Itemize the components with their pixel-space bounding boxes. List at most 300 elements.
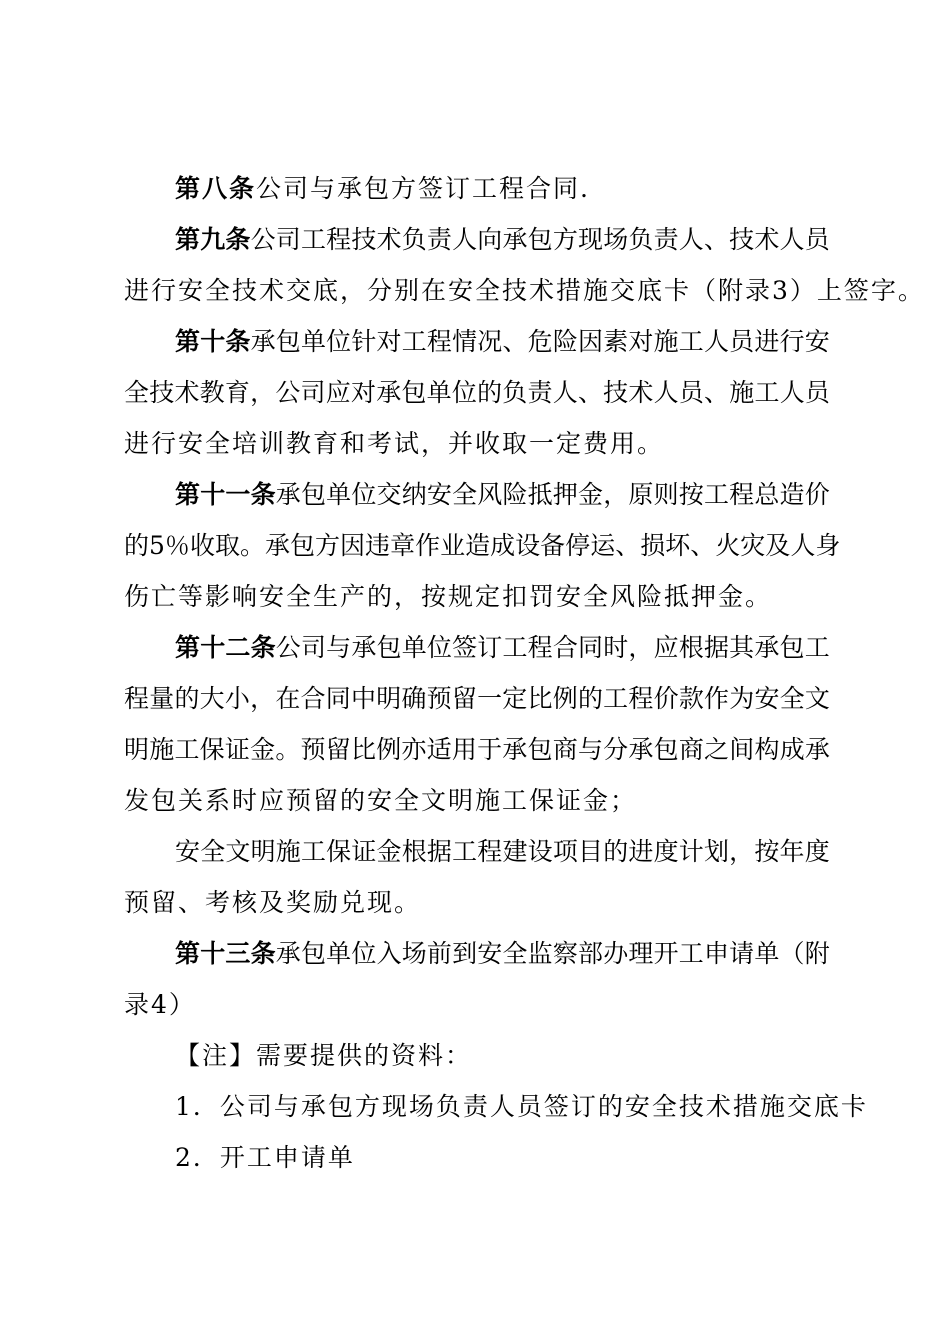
text-char: 司 — [275, 225, 301, 254]
text-char: 收 — [189, 531, 215, 560]
text-char: 程 — [426, 327, 452, 356]
text-char: 针 — [351, 327, 377, 356]
text-char: 承 — [502, 225, 528, 254]
text-line — [124, 1039, 830, 1072]
text-char: 坏 — [665, 531, 691, 560]
text-char: 向 — [477, 225, 503, 254]
article-heading-char: 一 — [225, 480, 251, 509]
text-char: 度 — [804, 837, 830, 866]
text-char: 违 — [365, 531, 391, 560]
text-line — [124, 325, 830, 358]
text-line — [124, 631, 830, 664]
text-char: 、 — [502, 327, 528, 356]
text-line — [124, 274, 925, 307]
text-char: 负 — [502, 378, 528, 407]
text-char: 工 — [804, 633, 830, 662]
text-char: 包 — [275, 327, 301, 356]
text-char: 员 — [804, 225, 830, 254]
article-heading-char: 十 — [200, 939, 226, 968]
text-char: 人 — [779, 378, 805, 407]
text-char: 目 — [578, 837, 604, 866]
article-heading-char: 条 — [225, 225, 251, 254]
text-char: 单 — [401, 633, 427, 662]
text-line — [124, 1141, 830, 1174]
text-char: 附 — [804, 939, 830, 968]
text-char: 年 — [779, 837, 805, 866]
text-char: 总 — [754, 480, 780, 509]
text-char: 因 — [578, 327, 604, 356]
text-char: 文 — [225, 837, 251, 866]
text-char: 于 — [477, 735, 503, 764]
text-char: 承 — [264, 531, 290, 560]
text-char: 。 — [239, 531, 265, 560]
text-char: 人 — [790, 531, 816, 560]
text-char: 交 — [376, 480, 402, 509]
text-line — [124, 580, 830, 613]
text-char: 例 — [376, 735, 402, 764]
text-char: 方 — [315, 531, 341, 560]
text-char: 技 — [351, 225, 377, 254]
text-char: 包 — [527, 735, 553, 764]
text-char: 价 — [804, 480, 830, 509]
text-char: 工 — [300, 225, 326, 254]
text-line — [124, 835, 830, 868]
text-char: 办 — [603, 939, 629, 968]
text-char: 应 — [653, 633, 679, 662]
text-char: 、 — [577, 378, 603, 407]
line-text: 进行安全技术交底，分别在安全技术措施交底卡（附录3）上签字。 — [124, 276, 925, 305]
article-heading-char: 条 — [225, 327, 251, 356]
text-char: 金 — [250, 735, 276, 764]
text-char: 同 — [578, 633, 604, 662]
text-char: 证 — [224, 735, 250, 764]
text-char: 运 — [590, 531, 616, 560]
text-char: 适 — [426, 735, 452, 764]
text-char: 订 — [477, 633, 503, 662]
text-char: 安 — [426, 480, 452, 509]
text-char: 、 — [690, 531, 716, 560]
text-char: 与 — [577, 735, 603, 764]
text-char: 据 — [426, 837, 452, 866]
text-char: 术 — [174, 378, 200, 407]
text-char: 损 — [640, 531, 666, 560]
text-char: 位 — [351, 939, 377, 968]
text-char: 分 — [603, 735, 629, 764]
text-char: 司 — [300, 633, 326, 662]
text-char: 前 — [426, 939, 452, 968]
text-char: 灾 — [740, 531, 766, 560]
text-char: 保 — [326, 837, 352, 866]
text-char: 责 — [527, 378, 553, 407]
text-char: 据 — [703, 633, 729, 662]
text-char: 金 — [578, 480, 604, 509]
line-text: 发包关系时应预留的安全文明施工保证金； — [124, 786, 638, 815]
text-char: 合 — [300, 684, 326, 713]
text-line — [124, 223, 830, 256]
text-line — [124, 988, 830, 1021]
text-line — [124, 682, 830, 715]
text-char: 则 — [653, 480, 679, 509]
article-heading-char: 二 — [225, 633, 251, 662]
text-char: 的 — [124, 531, 150, 560]
text-char: 程 — [729, 480, 755, 509]
article-heading: 第八条 — [175, 174, 257, 203]
text-char: 业 — [440, 531, 466, 560]
text-char: 时 — [603, 633, 629, 662]
text-char: 工 — [300, 837, 326, 866]
text-char: 同 — [325, 684, 351, 713]
text-char: 全 — [200, 837, 226, 866]
text-char: 留 — [325, 735, 351, 764]
text-line — [124, 427, 830, 460]
text-char: 育 — [224, 378, 250, 407]
text-char: 及 — [765, 531, 791, 560]
text-char: 场 — [401, 939, 427, 968]
text-char: 现 — [578, 225, 604, 254]
text-char: 量 — [149, 684, 175, 713]
article-heading-char: 三 — [225, 939, 251, 968]
text-char: 与 — [326, 633, 352, 662]
text-char: ， — [603, 480, 629, 509]
text-char: 承 — [628, 735, 654, 764]
text-char: 。 — [275, 735, 301, 764]
text-line — [124, 376, 830, 409]
article-heading-char: 十 — [200, 480, 226, 509]
text-char: ， — [729, 837, 755, 866]
text-char: （ — [779, 939, 805, 968]
text-char: 身 — [815, 531, 841, 560]
text-char: 合 — [552, 633, 578, 662]
line-text: 预留、考核及奖励兑现。 — [124, 888, 422, 917]
text-char: 全 — [779, 684, 805, 713]
text-char: 安 — [175, 837, 201, 866]
text-char: 的 — [174, 684, 200, 713]
text-char: 对 — [350, 378, 376, 407]
text-char: 人 — [678, 225, 704, 254]
text-char: 承 — [502, 735, 528, 764]
line-text: 公司与承包方签订工程合同. — [256, 174, 590, 203]
text-char: 为 — [729, 684, 755, 713]
text-char: 全 — [124, 378, 150, 407]
text-char: 责 — [426, 225, 452, 254]
text-char: 工 — [401, 327, 427, 356]
text-char: 工 — [703, 480, 729, 509]
text-char: 构 — [754, 735, 780, 764]
text-char: 比 — [350, 735, 376, 764]
text-char: 抵 — [527, 480, 553, 509]
text-char: 程 — [527, 633, 553, 662]
text-char: 监 — [527, 939, 553, 968]
text-char: 预 — [426, 684, 452, 713]
text-char: 大 — [199, 684, 225, 713]
text-char: 作 — [704, 684, 730, 713]
text-char: 明 — [376, 684, 402, 713]
text-line — [124, 1090, 868, 1123]
text-char: 到 — [452, 939, 478, 968]
text-char: 司 — [300, 378, 326, 407]
text-char: 之 — [704, 735, 730, 764]
text-char: 进 — [628, 837, 654, 866]
line-text: 伤亡等影响安全生产的，按规定扣罚安全风险抵押金。 — [124, 582, 773, 611]
text-char: 根 — [401, 837, 427, 866]
text-char: 开 — [653, 939, 679, 968]
text-char: 包 — [653, 735, 679, 764]
text-char: 安 — [754, 684, 780, 713]
text-char: 技 — [729, 225, 755, 254]
text-char: 位 — [326, 327, 352, 356]
text-char: 人 — [653, 378, 679, 407]
text-char: 察 — [552, 939, 578, 968]
text-char: 成 — [490, 531, 516, 560]
text-char: 员 — [729, 327, 755, 356]
text-char: 造 — [779, 480, 805, 509]
text-char: 术 — [754, 225, 780, 254]
article-heading-char: 九 — [200, 225, 226, 254]
text-char: ， — [250, 378, 276, 407]
text-char: 对 — [376, 327, 402, 356]
text-char: 保 — [199, 735, 225, 764]
text-char: 比 — [527, 684, 553, 713]
text-char: 计 — [678, 837, 704, 866]
text-char: 中 — [350, 684, 376, 713]
text-char: 包 — [401, 378, 427, 407]
article-heading-char: 第 — [175, 939, 201, 968]
text-line — [124, 172, 830, 205]
text-char: 安 — [804, 327, 830, 356]
text-char: 工 — [678, 327, 704, 356]
text-char: 原 — [628, 480, 654, 509]
text-char: 负 — [401, 225, 427, 254]
text-char: 火 — [715, 531, 741, 560]
text-char: 危 — [527, 327, 553, 356]
text-char: 施 — [275, 837, 301, 866]
text-char: 承 — [376, 378, 402, 407]
text-char: 教 — [199, 378, 225, 407]
text-char: 、 — [704, 378, 730, 407]
text-char: 的 — [603, 837, 629, 866]
text-char: 包 — [300, 939, 326, 968]
text-char: 按 — [754, 837, 780, 866]
text-char: 用 — [451, 735, 477, 764]
text-char: 程 — [326, 225, 352, 254]
text-char: 停 — [565, 531, 591, 560]
line-text: 进行安全培训教育和考试，并收取一定费用。 — [124, 429, 665, 458]
text-char: 素 — [603, 327, 629, 356]
text-char: 程 — [477, 837, 503, 866]
text-char: 况 — [477, 327, 503, 356]
text-char: 公 — [250, 225, 276, 254]
article-heading-char: 十 — [200, 327, 226, 356]
text-char: 施 — [653, 327, 679, 356]
text-char: 商 — [552, 735, 578, 764]
text-char: 请 — [729, 939, 755, 968]
text-char: 按 — [678, 480, 704, 509]
text-char: 亦 — [401, 735, 427, 764]
text-char: 承 — [754, 633, 780, 662]
text-char: 全 — [502, 939, 528, 968]
text-char: 其 — [729, 633, 755, 662]
text-char: 纳 — [401, 480, 427, 509]
text-char: 价 — [653, 684, 679, 713]
text-char: 单 — [326, 480, 352, 509]
article-heading-char: 十 — [200, 633, 226, 662]
text-line — [124, 733, 830, 766]
text-char: 的 — [477, 378, 503, 407]
text-char: 单 — [326, 939, 352, 968]
article-heading-char: 第 — [175, 327, 201, 356]
text-char: 工 — [174, 735, 200, 764]
article-heading-char: 第 — [175, 633, 201, 662]
text-char: 商 — [678, 735, 704, 764]
text-char: ， — [250, 684, 276, 713]
text-char: 作 — [415, 531, 441, 560]
text-char: 技 — [603, 378, 629, 407]
text-char: 工 — [678, 939, 704, 968]
text-char: 、 — [703, 225, 729, 254]
text-char: 公 — [275, 633, 301, 662]
text-line — [124, 784, 830, 817]
text-char: 的 — [577, 684, 603, 713]
text-char: 施 — [729, 378, 755, 407]
text-char: 申 — [703, 939, 729, 968]
text-char: 理 — [628, 939, 654, 968]
text-char: 度 — [653, 837, 679, 866]
line-text: 2．开工申请单 — [175, 1143, 355, 1172]
text-char: 工 — [603, 684, 629, 713]
text-char: 负 — [628, 225, 654, 254]
text-char: 签 — [452, 633, 478, 662]
text-char: 例 — [552, 684, 578, 713]
text-char: 包 — [376, 633, 402, 662]
text-char: 设 — [527, 837, 553, 866]
text-char: 人 — [552, 378, 578, 407]
text-char: 位 — [426, 633, 452, 662]
text-line — [124, 478, 830, 511]
text-char: 人 — [703, 327, 729, 356]
text-char: 员 — [804, 378, 830, 407]
text-char: 包 — [300, 480, 326, 509]
text-char: 小 — [224, 684, 250, 713]
text-char: 进 — [754, 327, 780, 356]
text-char: 单 — [426, 378, 452, 407]
text-char: 人 — [779, 225, 805, 254]
text-char: 备 — [540, 531, 566, 560]
text-char: 场 — [603, 225, 629, 254]
text-char: 对 — [628, 327, 654, 356]
text-char: 明 — [124, 735, 150, 764]
text-char: ％ — [164, 531, 190, 560]
document-page — [124, 172, 925, 1192]
text-char: 设 — [515, 531, 541, 560]
text-char: 部 — [578, 939, 604, 968]
text-char: 全 — [452, 480, 478, 509]
text-char: 文 — [804, 684, 830, 713]
text-char: 金 — [376, 837, 402, 866]
article-heading-char: 条 — [250, 939, 276, 968]
text-char: 险 — [552, 327, 578, 356]
text-char: 款 — [678, 684, 704, 713]
text-char: 承 — [351, 633, 377, 662]
text-char: 承 — [275, 480, 301, 509]
text-char: 应 — [325, 378, 351, 407]
text-char: 位 — [451, 378, 477, 407]
line-text: 1．公司与承包方现场负责人员签订的安全技术措施交底卡 — [175, 1092, 868, 1121]
text-char: 承 — [275, 939, 301, 968]
text-char: 留 — [451, 684, 477, 713]
text-char: 技 — [149, 378, 175, 407]
text-char: 人 — [452, 225, 478, 254]
text-char: 情 — [452, 327, 478, 356]
text-line — [124, 937, 830, 970]
text-char: 单 — [754, 939, 780, 968]
article-heading-char: 条 — [250, 633, 276, 662]
text-char: 入 — [376, 939, 402, 968]
text-char: 章 — [390, 531, 416, 560]
article-heading-char: 第 — [175, 480, 201, 509]
text-char: 承 — [250, 327, 276, 356]
text-char: 程 — [628, 684, 654, 713]
text-char: 安 — [477, 939, 503, 968]
article-heading-char: 条 — [250, 480, 276, 509]
text-char: 一 — [477, 684, 503, 713]
text-char: 确 — [401, 684, 427, 713]
text-char: 定 — [502, 684, 528, 713]
text-char: 承 — [804, 735, 830, 764]
text-line — [124, 529, 841, 562]
text-char: 工 — [502, 633, 528, 662]
text-char: 、 — [615, 531, 641, 560]
text-char: 位 — [351, 480, 377, 509]
text-char: 押 — [552, 480, 578, 509]
text-char: 工 — [452, 837, 478, 866]
text-char: 项 — [552, 837, 578, 866]
text-char: 员 — [678, 378, 704, 407]
text-char: 造 — [465, 531, 491, 560]
text-char: 责 — [653, 225, 679, 254]
text-char: 风 — [477, 480, 503, 509]
text-char: 划 — [703, 837, 729, 866]
text-char: 明 — [250, 837, 276, 866]
text-char: 包 — [527, 225, 553, 254]
text-char: 根 — [678, 633, 704, 662]
text-char: 包 — [290, 531, 316, 560]
text-char: 险 — [502, 480, 528, 509]
text-char: 包 — [779, 633, 805, 662]
text-char: 单 — [300, 327, 326, 356]
line-text: 【注】需要提供的资料： — [175, 1041, 473, 1070]
text-char: 方 — [552, 225, 578, 254]
text-char: 公 — [275, 378, 301, 407]
text-line — [124, 886, 830, 919]
text-char: 因 — [340, 531, 366, 560]
text-char: 证 — [351, 837, 377, 866]
text-char: 取 — [214, 531, 240, 560]
text-char: 行 — [779, 327, 805, 356]
text-char: 预 — [300, 735, 326, 764]
text-char: 间 — [729, 735, 755, 764]
text-char: 术 — [628, 378, 654, 407]
text-char: 程 — [124, 684, 150, 713]
text-char: 工 — [754, 378, 780, 407]
article-heading-char: 第 — [175, 225, 201, 254]
text-char: 施 — [149, 735, 175, 764]
text-char: 建 — [502, 837, 528, 866]
text-char: 成 — [779, 735, 805, 764]
text-char: 5 — [149, 531, 165, 560]
text-char: 在 — [275, 684, 301, 713]
line-text: 录4） — [124, 990, 196, 1019]
text-char: ， — [628, 633, 654, 662]
